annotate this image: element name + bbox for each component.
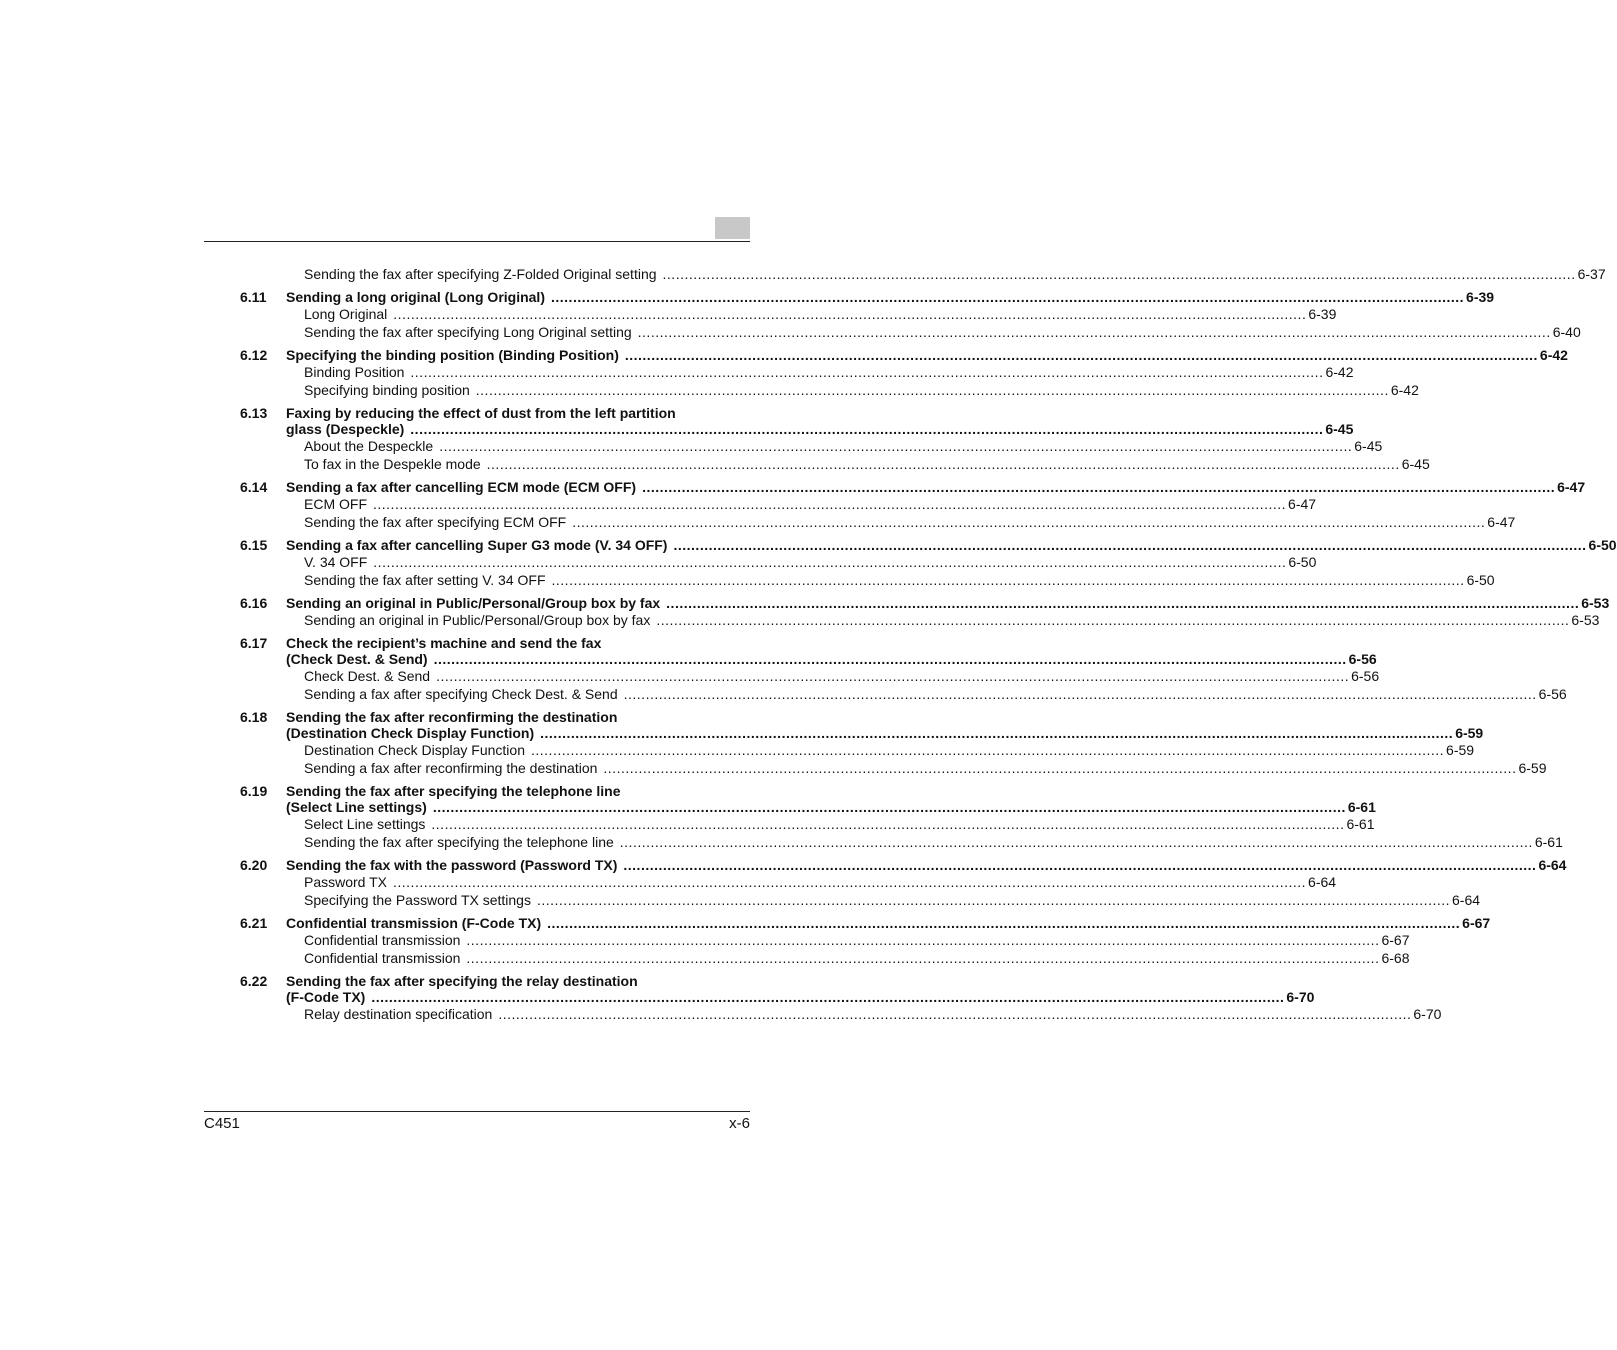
entry-page-number: 6-56 [1348, 651, 1377, 667]
toc-section [240, 915, 1491, 967]
dot-leader [393, 305, 1306, 323]
entry-label: Binding Position [304, 364, 405, 380]
entry-label: V. 34 OFF [304, 554, 368, 570]
toc-subentry[interactable] [240, 381, 1419, 399]
toc-section [240, 479, 1586, 531]
toc-subentry[interactable] [240, 513, 1516, 531]
section-title [286, 709, 1483, 741]
entry-label: Long Original [304, 306, 388, 322]
section-number: 6.16 [240, 595, 268, 611]
entry-page-number: 6-50 [1588, 537, 1617, 553]
section-number: 6.11 [240, 289, 267, 305]
toc-section-heading[interactable] [240, 537, 1617, 553]
toc-subentry[interactable] [240, 741, 1475, 759]
dot-leader [624, 685, 1537, 703]
section-title-line: Check the recipient’s machine and send the fax [286, 635, 602, 651]
section-number: 6.14 [240, 479, 268, 495]
entry-label: Sending the fax after specifying the telephone line [304, 834, 614, 850]
entry-page-number: 6-40 [1552, 324, 1581, 340]
dot-leader [625, 347, 1538, 363]
entry-label: Sending the fax after specifying Z-Folded Original setting [304, 266, 657, 282]
section-title [286, 973, 1314, 1005]
section-title [286, 405, 1353, 437]
toc-section [240, 635, 1567, 703]
entry-page-number: 6-39 [1466, 289, 1495, 305]
toc-subentry[interactable] [240, 815, 1375, 833]
section-number: 6.22 [240, 973, 268, 989]
entry-page-number: 6-42 [1539, 347, 1568, 363]
section-number: 6.13 [240, 405, 268, 421]
entry-label: (F-Code TX) [286, 989, 366, 1005]
entry-page-number: 6-59 [1455, 725, 1484, 741]
section-title-entry[interactable] [286, 857, 1566, 873]
dot-leader [551, 289, 1464, 305]
entry-page-number: 6-64 [1452, 892, 1481, 908]
toc-section-heading[interactable] [240, 709, 1484, 741]
entry-label: Sending an original in Public/Personal/Group box by fax [286, 595, 661, 611]
toc-subentry[interactable] [240, 495, 1317, 513]
entry-label: Sending an original in Public/Personal/Group box by fax [304, 612, 651, 628]
toc-section-heading[interactable] [240, 289, 1495, 305]
entry-page-number: 6-47 [1288, 496, 1317, 512]
dot-leader [638, 323, 1551, 341]
entry-label: About the Despeckle [304, 438, 434, 454]
entry-label: glass (Despeckle) [286, 421, 405, 437]
dot-leader [436, 667, 1349, 685]
section-number: 6.17 [240, 635, 268, 651]
section-number: 6.19 [240, 783, 268, 799]
dot-leader [623, 857, 1536, 873]
entry-page-number: 6-59 [1518, 760, 1547, 776]
entry-label: (Check Dest. & Send) [286, 651, 428, 667]
table-of-contents [240, 265, 1617, 1023]
dot-leader [547, 915, 1460, 931]
toc-subentry[interactable] [240, 553, 1317, 571]
toc-section-heading[interactable] [240, 595, 1610, 611]
section-title-line: Sending the fax after reconfirming the destination [286, 709, 618, 725]
entry-page-number: 6-39 [1308, 306, 1337, 322]
dot-leader [663, 265, 1576, 283]
entry-label: Relay destination specification [304, 1006, 493, 1022]
footer-rule [204, 1111, 750, 1112]
toc-section-heading[interactable] [240, 405, 1354, 437]
dot-leader [439, 437, 1352, 455]
toc-section-heading[interactable] [240, 783, 1376, 815]
toc-section-heading[interactable] [240, 857, 1567, 873]
toc-section [240, 537, 1617, 589]
entry-page-number: 6-61 [1347, 799, 1376, 815]
entry-label: Sending a fax after specifying Check Dest. & Send [304, 686, 618, 702]
entry-page-number: 6-53 [1571, 612, 1600, 628]
entry-page-number: 6-56 [1351, 668, 1380, 684]
section-title-entry[interactable] [286, 479, 1585, 495]
entry-page-number: 6-47 [1557, 479, 1586, 495]
entry-page-number: 6-56 [1538, 686, 1567, 702]
dot-leader [540, 725, 1453, 741]
dot-leader [373, 495, 1286, 513]
dot-leader [552, 571, 1465, 589]
dot-leader [487, 455, 1400, 473]
entry-page-number: 6-61 [1346, 816, 1375, 832]
entry-page-number: 6-45 [1401, 456, 1430, 472]
dot-leader [431, 815, 1344, 833]
section-title [286, 783, 1376, 815]
dot-leader [373, 553, 1286, 571]
entry-label: ECM OFF [304, 496, 367, 512]
entry-page-number: 6-68 [1381, 950, 1410, 966]
section-title [286, 347, 1568, 363]
toc-subentry[interactable] [240, 611, 1600, 629]
toc-section-heading[interactable] [240, 635, 1377, 667]
dot-leader [410, 421, 1323, 437]
footer-model: C451 [204, 1115, 240, 1132]
entry-page-number: 6-70 [1413, 1006, 1442, 1022]
section-title-entry[interactable] [286, 347, 1568, 363]
dot-leader [466, 931, 1379, 949]
section-title-entry[interactable] [286, 799, 1376, 815]
entry-label: Sending a long original (Long Original) [286, 289, 545, 305]
toc-subentry[interactable] [240, 265, 1606, 283]
toc-subentry[interactable] [240, 1005, 1442, 1023]
dot-leader [620, 833, 1533, 851]
toc-section [240, 783, 1563, 851]
dot-leader [498, 1005, 1411, 1023]
entry-page-number: 6-64 [1308, 874, 1337, 890]
section-title [286, 537, 1617, 553]
section-title [286, 595, 1609, 611]
toc-subentry[interactable] [240, 949, 1410, 967]
toc-subentry[interactable] [240, 833, 1563, 851]
entry-page-number: 6-59 [1446, 742, 1475, 758]
toc-subentry[interactable] [240, 323, 1581, 341]
section-title-entry[interactable] [286, 725, 1483, 741]
section-title-line: Faxing by reducing the effect of dust from the left partition [286, 405, 676, 421]
section-title-entry[interactable] [286, 289, 1494, 305]
dot-leader [666, 595, 1579, 611]
header-rule [204, 241, 750, 242]
toc-section [240, 709, 1547, 777]
dot-leader [642, 479, 1555, 495]
section-title [286, 915, 1490, 931]
entry-label: Sending a fax after reconfirming the destination [304, 760, 598, 776]
footer-page-number: x-6 [729, 1115, 750, 1132]
toc-subentry[interactable] [240, 685, 1567, 703]
toc-section-heading[interactable] [240, 973, 1315, 1005]
dot-leader [410, 363, 1323, 381]
toc-subentry[interactable] [240, 363, 1354, 381]
toc-section [240, 405, 1430, 473]
section-title-entry[interactable] [286, 989, 1314, 1005]
dot-leader [656, 611, 1569, 629]
entry-label: Password TX [304, 874, 387, 890]
entry-page-number: 6-61 [1534, 834, 1563, 850]
dot-leader [371, 989, 1284, 1005]
entry-page-number: 6-64 [1538, 857, 1567, 873]
entry-page-number: 6-67 [1462, 915, 1491, 931]
section-number: 6.21 [240, 915, 268, 931]
section-number: 6.20 [240, 857, 268, 873]
entry-label: (Select Line settings) [286, 799, 427, 815]
entry-label: Sending the fax after setting V. 34 OFF [304, 572, 546, 588]
section-title [286, 289, 1494, 305]
section-title [286, 857, 1566, 873]
dot-leader [393, 873, 1306, 891]
entry-page-number: 6-45 [1354, 438, 1383, 454]
section-title [286, 635, 1377, 667]
section-title [286, 479, 1585, 495]
entry-page-number: 6-42 [1390, 382, 1419, 398]
entry-label: Sending a fax after cancelling Super G3 mode (V. 34 OFF) [286, 537, 668, 553]
section-title-entry[interactable] [286, 595, 1609, 611]
entry-label: Destination Check Display Function [304, 742, 525, 758]
toc-section [240, 973, 1442, 1023]
dot-leader [476, 381, 1389, 399]
entry-page-number: 6-42 [1325, 364, 1354, 380]
entry-page-number: 6-70 [1286, 989, 1315, 1005]
toc-subentry[interactable] [240, 891, 1481, 909]
dot-leader [603, 759, 1516, 777]
entry-label: Specifying the binding position (Binding Position) [286, 347, 619, 363]
entry-page-number: 6-50 [1288, 554, 1317, 570]
section-title-entry[interactable] [286, 537, 1617, 553]
entry-page-number: 6-50 [1466, 572, 1495, 588]
entry-page-number: 6-53 [1581, 595, 1610, 611]
entry-label: Sending the fax with the password (Password TX) [286, 857, 618, 873]
entry-page-number: 6-37 [1577, 266, 1606, 282]
entry-label: Select Line settings [304, 816, 426, 832]
toc-section-heading[interactable] [240, 479, 1586, 495]
dot-leader [572, 513, 1485, 531]
section-title-entry[interactable] [286, 651, 1377, 667]
entry-page-number: 6-67 [1381, 932, 1410, 948]
entry-page-number: 6-45 [1325, 421, 1354, 437]
toc-subentry[interactable] [240, 571, 1495, 589]
section-number: 6.15 [240, 537, 268, 553]
section-title-line: Sending the fax after specifying the telephone line [286, 783, 621, 799]
toc-subentry[interactable] [240, 931, 1410, 949]
entry-label: Confidential transmission [304, 932, 461, 948]
entry-label: Specifying the Password TX settings [304, 892, 531, 908]
chapter-tab-marker [715, 217, 750, 239]
toc-subentry[interactable] [240, 437, 1383, 455]
dot-leader [466, 949, 1379, 967]
section-title-line: Sending the fax after specifying the relay destination [286, 973, 638, 989]
toc-section-heading[interactable] [240, 347, 1568, 363]
entry-label: Sending a fax after cancelling ECM mode (ECM OFF) [286, 479, 637, 495]
section-title-entry[interactable] [286, 421, 1353, 437]
section-title-entry[interactable] [286, 915, 1490, 931]
dot-leader [537, 891, 1450, 909]
entry-label: Sending the fax after specifying Long Original setting [304, 324, 632, 340]
toc-section-heading[interactable] [240, 915, 1491, 931]
section-number: 6.12 [240, 347, 268, 363]
entry-label: Confidential transmission (F-Code TX) [286, 915, 542, 931]
toc-continuation [240, 265, 1606, 283]
entry-label: (Destination Check Display Function) [286, 725, 535, 741]
dot-leader [433, 799, 1346, 815]
toc-subentry[interactable] [240, 455, 1430, 473]
dot-leader [673, 537, 1586, 553]
entry-label: Sending the fax after specifying ECM OFF [304, 514, 567, 530]
toc-subentry[interactable] [240, 759, 1547, 777]
toc-section [240, 289, 1581, 341]
toc-section [240, 347, 1568, 399]
section-number: 6.18 [240, 709, 268, 725]
toc-section [240, 857, 1567, 909]
entry-label: To fax in the Despekle mode [304, 456, 481, 472]
entry-label: Check Dest. & Send [304, 668, 431, 684]
toc-subentry[interactable] [240, 667, 1380, 685]
entry-label: Confidential transmission [304, 950, 461, 966]
toc-subentry[interactable] [240, 873, 1337, 891]
dot-leader [531, 741, 1444, 759]
toc-subentry[interactable] [240, 305, 1337, 323]
entry-label: Specifying binding position [304, 382, 470, 398]
entry-page-number: 6-47 [1487, 514, 1516, 530]
toc-section [240, 595, 1610, 629]
dot-leader [434, 651, 1347, 667]
